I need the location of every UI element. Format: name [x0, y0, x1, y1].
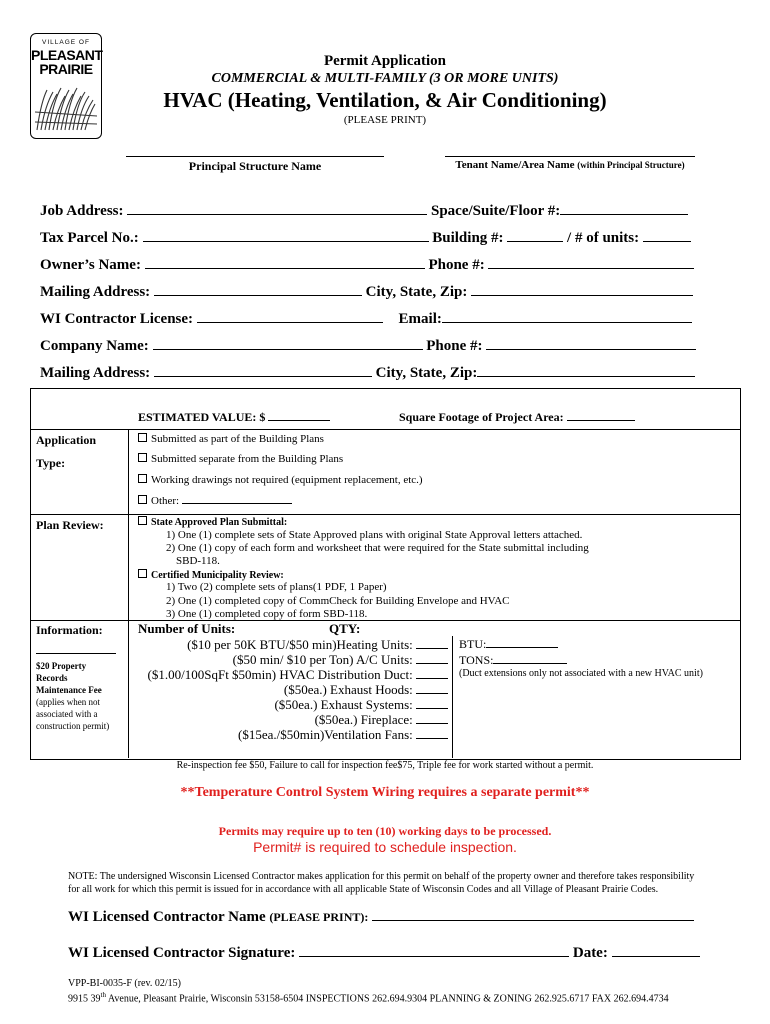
tons-label: TONS:	[459, 653, 494, 667]
address-sup: th	[100, 991, 106, 999]
square-footage-label	[399, 410, 635, 425]
type-label: Type:	[36, 456, 66, 470]
table-divider	[128, 429, 129, 758]
email-input[interactable]	[442, 308, 692, 323]
application-label: Application	[36, 433, 97, 447]
tons-input[interactable]	[493, 663, 567, 664]
logo-prairie: PRAIRIE	[39, 61, 93, 77]
unit-row-heating	[130, 637, 448, 652]
qty-input[interactable]	[416, 708, 448, 709]
owner-phone-input[interactable]	[488, 254, 694, 269]
permit-title: Permit Application	[323, 53, 447, 69]
owner-mailing-label: Mailing Address:	[40, 284, 151, 300]
state-approved-option[interactable]	[138, 516, 287, 528]
tax-parcel-input[interactable]	[143, 227, 429, 242]
processing-notice: Permits may require up to ten (10) working days to be processed.	[218, 824, 552, 838]
row-mailing-2	[40, 362, 695, 382]
company-city-input[interactable]	[477, 362, 695, 377]
principal-structure-label: Principal Structure Name	[188, 159, 322, 173]
fee-line: Maintenance Fee	[36, 685, 102, 695]
unit-row-fireplace	[130, 712, 448, 727]
note-line: for all work for which this permit is issued for in accordance with all applicable State of Wisconsin Codes and all Village of Pleasant Prairie Codes.	[68, 884, 659, 895]
qty-input[interactable]	[416, 738, 448, 739]
row-job-address	[40, 200, 688, 220]
building-label: Building #:	[432, 230, 504, 246]
permit-number-notice: Permit# is required to schedule inspection.	[253, 839, 517, 855]
checkbox[interactable]	[138, 569, 147, 578]
tax-parcel-label: Tax Parcel No.:	[40, 230, 139, 246]
building-input[interactable]	[507, 227, 563, 242]
contractor-license-label: WI Contractor License:	[40, 311, 194, 327]
num-units-input[interactable]	[643, 227, 691, 242]
footer-address	[68, 991, 669, 1004]
address-part: Avenue, Pleasant Prairie, Wisconsin 53158-6504 INSPECTIONS 262.694.9304 PLANNING & ZONING 262.925.6717 FAX 262.694.4734	[105, 993, 669, 1005]
space-suite-label: Space/Suite/Floor #:	[431, 203, 561, 219]
tenant-name-input[interactable]	[445, 156, 695, 157]
option-other[interactable]	[138, 495, 292, 507]
page-title: HVAC (Heating, Ventilation, & Air Conditioning)	[163, 88, 607, 112]
unit-row-duct	[130, 667, 448, 682]
duct-note: (Duct extensions only not associated with a new HVAC unit)	[459, 668, 703, 679]
estimated-value-text: ESTIMATED VALUE: $	[138, 410, 266, 424]
estimated-value-input[interactable]	[268, 420, 330, 421]
company-name-label: Company Name:	[40, 338, 149, 354]
certified-item: 3) One (1) completed copy of form SBD-118.	[166, 608, 368, 620]
btu-input[interactable]	[486, 647, 558, 648]
company-phone-input[interactable]	[486, 335, 696, 350]
contractor-license-input[interactable]	[197, 308, 383, 323]
state-item: 2) One (1) copy of each form and worksheet that were required for the State submittal including	[166, 542, 589, 554]
row-company	[40, 335, 696, 355]
tenant-name-label	[445, 159, 695, 171]
owner-name-label: Owner’s Name:	[40, 257, 141, 273]
option-part-of-plans[interactable]	[138, 433, 324, 445]
reinspection-note: Re-inspection fee $50, Failure to call for inspection fee$75, Triple fee for work started without a permit.	[176, 760, 594, 771]
qty-input[interactable]	[416, 678, 448, 679]
job-address-input[interactable]	[127, 200, 427, 215]
fee-note-line: construction permit)	[36, 721, 110, 731]
contractor-name-label: WI Licensed Contractor Name	[68, 909, 266, 925]
qty-header: QTY:	[329, 621, 361, 636]
form-id: VPP-BI-0035-F (rev. 02/15)	[68, 978, 181, 989]
option-label: Submitted separate from the Building Plans	[151, 453, 344, 465]
note-line: NOTE: The undersigned Wisconsin Licensed Contractor makes application for this permit on behalf of the property owner and therefore takes responsibility	[68, 871, 695, 882]
number-of-units-header: Number of Units:	[138, 621, 236, 636]
btu-field	[459, 637, 558, 652]
responsibility-note	[68, 870, 694, 896]
square-footage-text: Square Footage of Project Area:	[399, 410, 564, 424]
fee-checkline[interactable]	[36, 653, 116, 654]
unit-row-label: ($50 min/ $10 per Ton) A/C Units:	[232, 652, 413, 667]
logo-village-of: VILLAGE OF	[42, 39, 90, 46]
row-contractor-license	[40, 308, 692, 328]
fee-note	[36, 696, 109, 732]
unit-row-ventilation	[130, 727, 448, 742]
unit-row-label: ($1.00/100SqFt $50min) HVAC Distribution Duct:	[147, 667, 413, 682]
certified-item: 2) One (1) completed copy of CommCheck for Building Envelope and HVAC	[166, 595, 510, 607]
certified-option[interactable]	[138, 569, 284, 581]
fee-note-line: associated with a	[36, 709, 98, 719]
checkbox[interactable]	[138, 495, 147, 504]
checkbox[interactable]	[138, 474, 147, 483]
tons-field	[459, 653, 567, 668]
unit-row-label: ($10 per 50K BTU/$50 min)Heating Units:	[187, 637, 413, 652]
owner-city-input[interactable]	[471, 281, 693, 296]
unit-row-label: ($50ea.) Exhaust Hoods:	[283, 682, 413, 697]
state-item: SBD-118.	[176, 555, 220, 567]
company-phone-label: Phone #:	[426, 338, 483, 354]
table-divider	[30, 514, 740, 515]
btu-label: BTU:	[459, 637, 487, 651]
unit-rows	[130, 637, 448, 742]
principal-structure-input[interactable]	[126, 156, 384, 157]
state-approved-label: State Approved Plan Submittal:	[151, 517, 288, 528]
unit-row-ac	[130, 652, 448, 667]
table-divider	[452, 636, 453, 758]
option-not-required[interactable]	[138, 474, 423, 486]
job-address-label: Job Address:	[40, 203, 124, 219]
certified-item: 1) Two (2) complete sets of plans(1 PDF, 1 Paper)	[166, 581, 387, 593]
company-mailing-label: Mailing Address:	[40, 365, 151, 381]
row-tax-parcel	[40, 227, 691, 247]
num-units-label: / # of units:	[567, 230, 640, 246]
other-input[interactable]	[182, 503, 292, 504]
checkbox[interactable]	[138, 433, 147, 442]
tenant-label-text: Tenant Name/Area Name	[455, 159, 575, 171]
fee-line: Records	[36, 673, 68, 683]
qty-input[interactable]	[416, 648, 448, 649]
owner-phone-label: Phone #:	[428, 257, 485, 273]
contractor-signature-input[interactable]	[299, 942, 569, 957]
contractor-signature-label: WI Licensed Contractor Signature:	[68, 945, 296, 961]
plan-review-label: Plan Review:	[36, 518, 104, 532]
fee-note-line: (applies when not	[36, 697, 100, 707]
logo-pleasant: PLEASANT	[31, 47, 103, 63]
row-owner	[40, 254, 694, 274]
owner-city-label: City, State, Zip:	[365, 284, 468, 300]
space-suite-input[interactable]	[560, 200, 688, 215]
contractor-signature-row	[68, 942, 700, 962]
tenant-label-note: (within Principal Structure)	[577, 160, 685, 170]
owner-name-input[interactable]	[145, 254, 425, 269]
owner-mailing-input[interactable]	[154, 281, 362, 296]
property-records-fee	[36, 660, 102, 696]
state-item: 1) One (1) complete sets of State Approved plans with original State Approval letters attached.	[166, 529, 583, 541]
address-part: 9915 39	[68, 993, 101, 1005]
information-label: Information:	[36, 623, 103, 637]
date-label: Date:	[572, 945, 608, 961]
qty-input[interactable]	[416, 663, 448, 664]
checkbox[interactable]	[138, 453, 147, 462]
option-label: Submitted as part of the Building Plans	[151, 433, 324, 445]
wiring-notice: **Temperature Control System Wiring requires a separate permit**	[180, 785, 590, 800]
certified-label: Certified Municipality Review:	[151, 570, 284, 581]
option-separate[interactable]	[138, 453, 343, 465]
table-divider	[30, 429, 740, 430]
permit-subtitle: COMMERCIAL & MULTI-FAMILY (3 OR MORE UNITS)	[211, 71, 559, 86]
unit-row-exhaust-systems	[130, 697, 448, 712]
date-input[interactable]	[612, 942, 700, 957]
contractor-name-note: (PLEASE PRINT):	[269, 910, 369, 924]
row-mailing-1	[40, 281, 693, 301]
contractor-name-row	[68, 906, 694, 926]
unit-row-exhaust-hoods	[130, 682, 448, 697]
company-name-input[interactable]	[153, 335, 423, 350]
unit-row-label: ($50ea.) Exhaust Systems:	[274, 697, 413, 712]
contractor-name-input[interactable]	[372, 906, 694, 921]
option-label: Working drawings not required (equipment replacement, etc.)	[151, 474, 423, 486]
qty-input[interactable]	[416, 723, 448, 724]
unit-row-label: ($50ea.) Fireplace:	[314, 712, 413, 727]
please-print-note: (PLEASE PRINT)	[343, 114, 427, 126]
square-footage-input[interactable]	[567, 420, 635, 421]
option-label: Other:	[151, 495, 180, 507]
checkbox[interactable]	[138, 516, 147, 525]
unit-row-label: ($15ea./$50min)Ventilation Fans:	[237, 727, 413, 742]
qty-input[interactable]	[416, 693, 448, 694]
company-mailing-input[interactable]	[154, 362, 372, 377]
fee-line: $20 Property	[36, 661, 87, 671]
table-divider	[30, 620, 740, 621]
estimated-value-label	[138, 410, 330, 425]
company-city-label: City, State, Zip:	[375, 365, 478, 381]
email-label: Email:	[398, 311, 442, 327]
